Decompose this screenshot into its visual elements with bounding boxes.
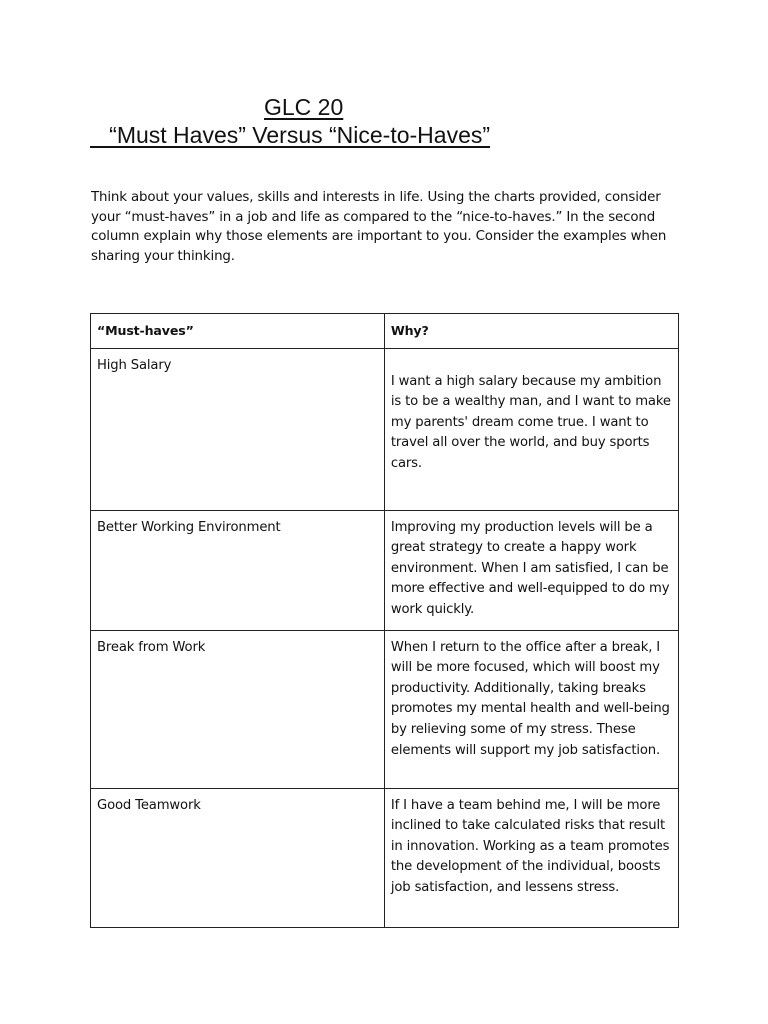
table-row	[91, 510, 679, 630]
intro-paragraph: Think about your values, skills and interests in life. Using the charts provided, consider your “must-haves” in a job and life as compared to the “nice-to-haves.” In the second column explain why those elements are important to you. Consider the examples when sharing your thinking.	[91, 190, 667, 264]
column-header-must-haves: “Must-haves”	[91, 314, 385, 349]
table-header-row	[91, 314, 679, 349]
must-have-cell: High Salary	[91, 348, 385, 510]
why-cell: If I have a team behind me, I will be more inclined to take calculated risks that result in innovation. Working as a team promotes the development of the individual, boosts job satisfaction, and lessens stress.	[384, 788, 678, 927]
table-row	[91, 348, 679, 510]
must-have-cell: Better Working Environment	[91, 510, 385, 630]
why-cell: Improving my production levels will be a great strategy to create a happy work environment. When I am satisfied, I can be more effective and well-equipped to do my work quickly.	[384, 510, 678, 630]
must-have-cell: Break from Work	[91, 630, 385, 788]
why-cell: I want a high salary because my ambition is to be a wealthy man, and I want to make my parents' dream come true. I want to travel all over the world, and buy sports cars.	[384, 348, 678, 510]
table-row	[91, 788, 679, 927]
title-course-code: GLC 20	[264, 94, 344, 120]
table-row	[91, 630, 679, 788]
column-header-why: Why?	[384, 314, 678, 349]
must-haves-table	[90, 313, 679, 928]
title-heading: “Must Haves” Versus “Nice-to-Haves”	[90, 122, 491, 148]
why-cell: When I return to the office after a break, I will be more focused, which will boost my productivity. Additionally, taking breaks promotes my mental health and well-being by relieving some of my stress. These elements will support my job satisfaction.	[384, 630, 678, 788]
must-have-cell: Good Teamwork	[91, 788, 385, 927]
